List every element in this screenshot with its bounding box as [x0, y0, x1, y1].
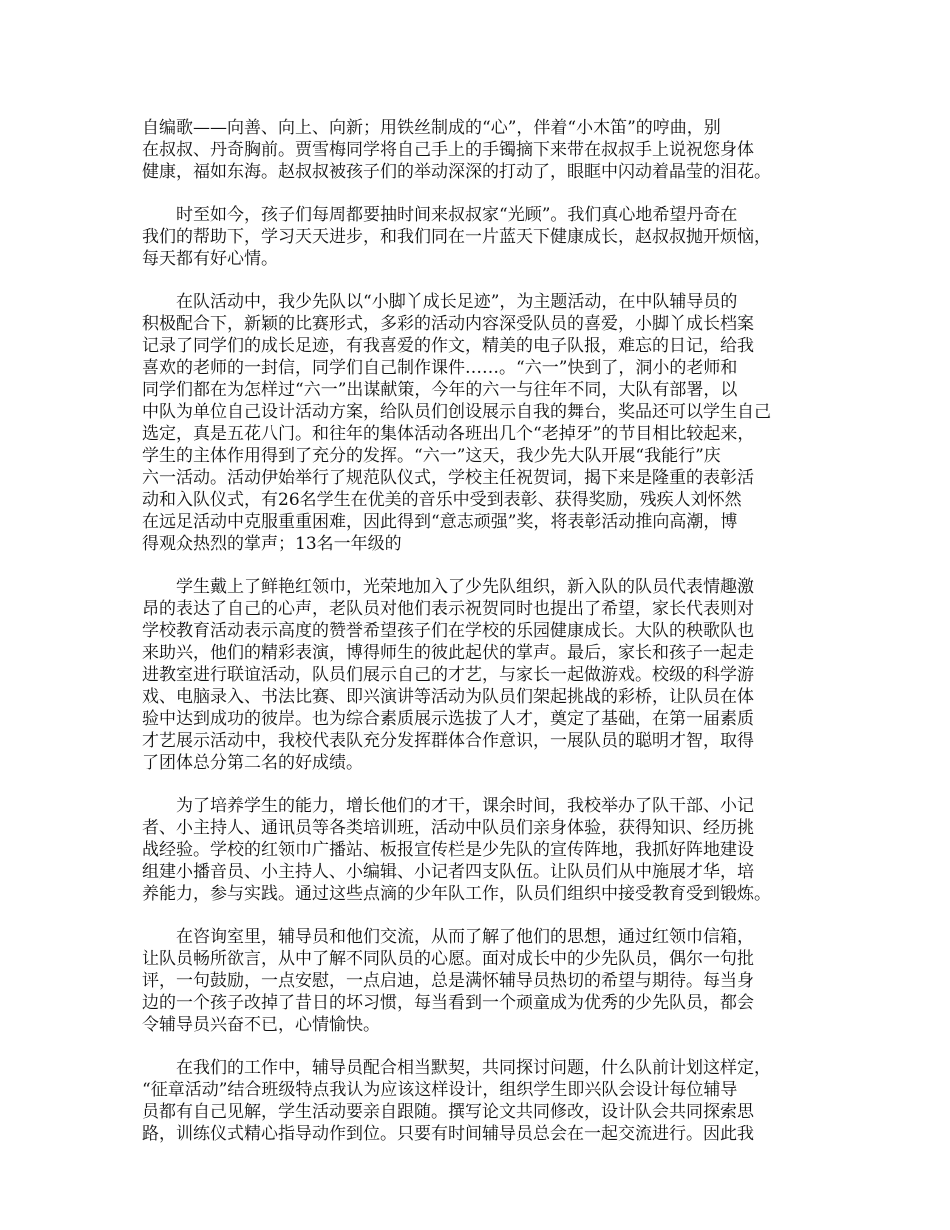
text-line: 学生的主体作用得到了充分的发挥。“六一”这天，我少先大队开展“我能行”庆 [142, 446, 721, 466]
text-line: 令辅导员兴奋不已，心情愉快。 [142, 1015, 380, 1035]
text-line: 边的一个孩子改掉了昔日的坏习惯，每当看到一个顽童成为优秀的少先队员，都会 [142, 993, 754, 1013]
paragraph-spacer [142, 183, 822, 204]
text-line: 让队员畅所欲言，从中了解不同队员的心愿。面对成长中的少先队员，偶尔一句批 [142, 949, 754, 969]
text-line: 路，训练仪式精心指导动作到位。只要有时间辅导员总会在一起交流进行。因此我 [142, 1124, 754, 1144]
paragraph-spacer [142, 270, 822, 291]
paragraph-spacer [142, 1036, 822, 1057]
paragraph [142, 795, 822, 905]
document-body [142, 117, 822, 1145]
text-line: 在叔叔、丹奇胸前。贾雪梅同学将自己手上的手镯摘下来带在叔叔手上说祝您身体 [142, 140, 754, 160]
paragraph [142, 204, 822, 270]
text-line: 在队活动中，我少先队以“小脚丫成长足迹”，为主题活动，在中队辅导员的 [142, 292, 738, 312]
text-line: 时至如今，孩子们每周都要抽时间来叔叔家“光顾”。我们真心地希望丹奇在 [142, 205, 738, 225]
text-line: 在远足活动中克服重重困难，因此得到“意志顽强”奖，将表彰活动推向高潮，博 [142, 512, 738, 532]
text-line: 自编歌——向善、向上、向新；用铁丝制成的“心”，伴着“小木笛”的哼曲，别 [142, 118, 721, 138]
text-line: 健康，福如东海。赵叔叔被孩子们的举动深深的打动了，眼眶中闪动着晶莹的泪花。 [142, 162, 771, 182]
text-line: 战经验。学校的红领巾广播站、板报宣传栏是少先队的宣传阵地，我抓好阵地建设 [142, 840, 754, 860]
text-line: 选定，真是五花八门。和往年的集体活动各班出几个“老掉牙”的节目相比较起来， [142, 424, 755, 444]
text-line: 六一活动。活动伊始举行了规范队仪式，学校主任祝贺词，揭下来是隆重的表彰活 [142, 468, 754, 488]
text-line: 积极配合下，新颖的比赛形式，多彩的活动内容深受队员的喜爱，小脚丫成长档案 [142, 314, 754, 334]
text-line: 者、小主持人、通讯员等各类培训班，活动中队员们亲身体验，获得知识、经历挑 [142, 818, 754, 838]
text-line: 每天都有好心情。 [142, 249, 278, 269]
text-line: 喜欢的老师的一封信，同学们自己制作课件……。“六一”快到了，洞小的老师和 [142, 358, 738, 378]
text-line: 来助兴，他们的精彩表演，博得师生的彼此起伏的掌声。最后，家长和孩子一起走 [142, 643, 754, 663]
text-line: 记录了同学们的成长足迹，有我喜爱的作文，精美的电子队报，难忘的日记，给我 [142, 336, 754, 356]
text-line: 昂的表达了自己的心声，老队员对他们表示祝贺同时也提出了希望，家长代表则对 [142, 599, 754, 619]
text-line: “征章活动”结合班级特点我认为应该这样设计，组织学生即兴队会设计每位辅导 [142, 1080, 738, 1100]
text-line: 得观众热烈的掌声；13名一年级的 [142, 534, 402, 554]
text-line: 戏、电脑录入、书法比赛、即兴演讲等活动为队员们架起挑战的彩桥，让队员在体 [142, 687, 754, 707]
text-line: 评，一句鼓励，一点安慰，一点启迪，总是满怀辅导员热切的希望与期待。每当身 [142, 971, 754, 991]
text-line: 我们的帮助下，学习天天进步，和我们同在一片蓝天下健康成长，赵叔叔抛开烦恼， [142, 227, 771, 247]
text-line: 才艺展示活动中，我校代表队充分发挥群体合作意识，一展队员的聪明才智，取得 [142, 731, 754, 751]
text-line: 组建小播音员、小主持人、小编辑、小记者四支队伍。让队员们从中施展才华，培 [142, 862, 754, 882]
text-line: 在我们的工作中，辅导员配合相当默契，共同探讨问题，什么队前计划这样定， [142, 1058, 771, 1078]
text-line: 为了培养学生的能力，增长他们的才干，课余时间，我校举办了队干部、小记 [142, 796, 754, 816]
text-line: 中队为单位自己设计活动方案，给队员们创设展示自我的舞台，奖品还可以学生自己 [142, 402, 771, 422]
paragraph [142, 926, 822, 1036]
text-line: 了团体总分第二名的好成绩。 [142, 753, 363, 773]
text-line: 验中达到成功的彼岸。也为综合素质展示选拔了人才，奠定了基础，在第一届素质 [142, 709, 754, 729]
text-line: 同学们都在为怎样过“六一”出谋献策，今年的六一与往年不同，大队有部署，以 [142, 380, 738, 400]
paragraph [142, 1057, 822, 1145]
text-line: 动和入队仪式，有26名学生在优美的音乐中受到表彰、获得奖励，残疾人刘怀然 [142, 490, 742, 510]
paragraph-spacer [142, 905, 822, 926]
paragraph [142, 117, 822, 183]
text-line: 员都有自己见解，学生活动要亲自跟随。撰写论文共同修改，设计队会共同探索思 [142, 1102, 754, 1122]
paragraph [142, 291, 822, 555]
text-line: 在咨询室里，辅导员和他们交流，从而了解了他们的思想，通过红领巾信箱， [142, 927, 754, 947]
text-line: 养能力，参与实践。通过这些点滴的少年队工作，队员们组织中接受教育受到锻炼。 [142, 884, 771, 904]
paragraph-spacer [142, 774, 822, 795]
text-line: 学生戴上了鲜艳红领巾，光荣地加入了少先队组织，新入队的队员代表情趣激 [142, 577, 754, 597]
paragraph [142, 576, 822, 774]
text-line: 学校教育活动表示高度的赞誉希望孩子们在学校的乐园健康成长。大队的秧歌队也 [142, 621, 754, 641]
text-line: 进教室进行联谊活动，队员们展示自己的才艺，与家长一起做游戏。校级的科学游 [142, 665, 754, 685]
paragraph-spacer [142, 555, 822, 576]
